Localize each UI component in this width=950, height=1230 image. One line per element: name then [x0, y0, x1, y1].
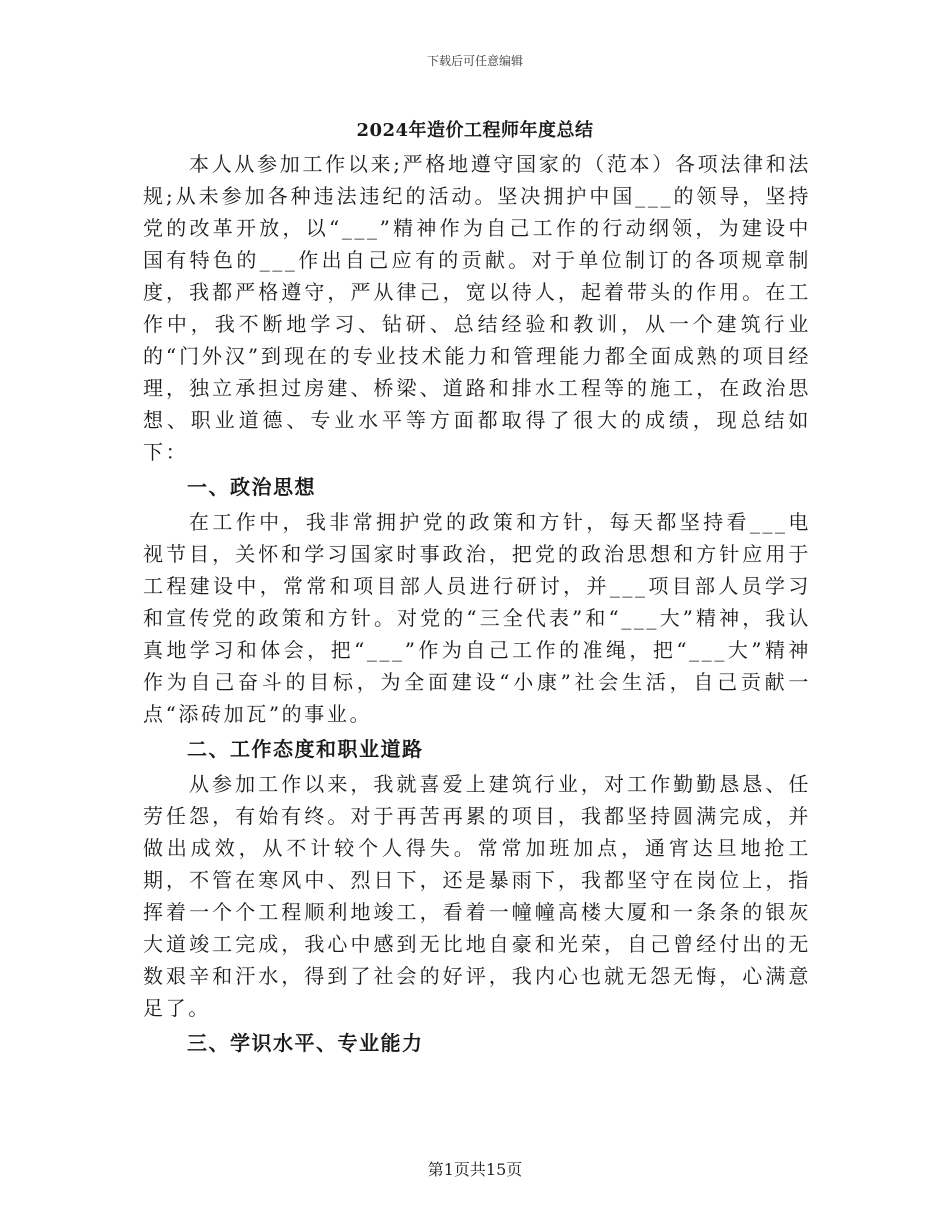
document-body — [143, 148, 811, 1062]
paragraph-attitude: 从参加工作以来，我就喜爱上建筑行业，对工作勤勤恳恳、任劳任怨，有始有终。对于再苦再累的项目，我都坚持圆满完成，并做出成效，从不计较个人得失。常常加班加点，通宵达旦地抢工期，不管在寒风中、烈日下，还是暴雨下，我都坚守在岗位上，指挥着一个个工程顺利地竣工，看着一幢幢高楼大厦和一条条的银灰大道竣工完成，我心中感到无比地自豪和光荣，自己曾经付出的无数艰辛和汗水，得到了社会的好评，我内心也就无怨无悔，心满意足了。 — [143, 772, 811, 1020]
page-footer: 第1页共15页 — [427, 1160, 523, 1179]
header-note: 下载后可任意编辑 — [426, 54, 523, 68]
paragraph-intro: 本人从参加工作以来;严格地遵守国家的（范本）各项法律和法规;从未参加各种违法违纪的活动。坚决拥护中国___的领导，坚持党的改革开放，以“___”精神作为自己工作的行动纲领，为建设中国有特色的___作出自己应有的贡献。对于单位制订的各项规章制度，我都严格遵守，严从律己，宽以待人，起着带头的作用。在工作中，我不断地学习、钻研、总结经验和教训，从一个建筑行业的“门外汉”到现在的专业技术能力和管理能力都全面成熟的项目经理，独立承担过房建、桥梁、道路和排水工程等的施工，在政治思想、职业道德、专业水平等方面都取得了很大的成绩，现总结如下： — [143, 152, 811, 464]
page-title: 2024年造价工程师年度总结 — [356, 120, 594, 141]
paragraph-politics: 在工作中，我非常拥护党的政策和方针，每天都坚持看___电视节目，关怀和学习国家时事政治，把党的政治思想和方针应用于工程建设中，常常和项目部人员进行研讨，并___项目部人员学习和宣传党的政策和方针。对党的“三全代表”和“___大”精神，我认真地学习和体会，把“___”作为自己工作的准绳，把“___大”精神作为自己奋斗的目标，为全面建设“小康”社会生活，自己贡献一点“添砖加瓦”的事业。 — [143, 510, 811, 726]
section-heading-knowledge: 三、学识水平、专业能力 — [187, 1031, 424, 1055]
section-heading-attitude: 二、工作态度和职业道路 — [187, 737, 424, 761]
section-heading-politics: 一、政治思想 — [187, 475, 316, 499]
